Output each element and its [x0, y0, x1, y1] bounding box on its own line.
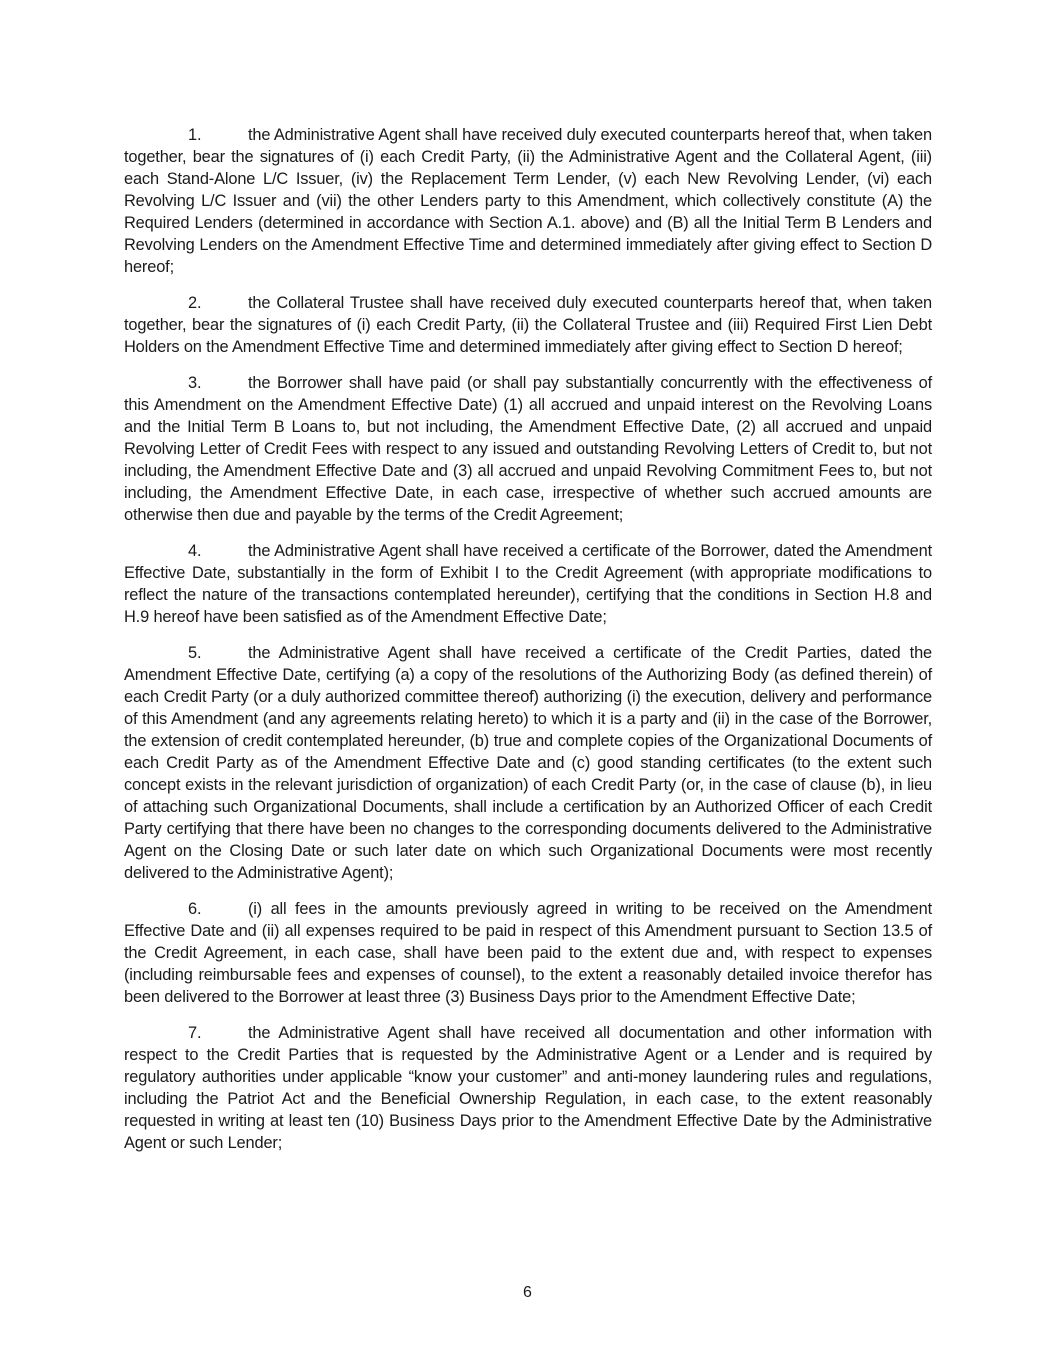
paragraph-text: the Administrative Agent shall have received a certificate of the Borrower, dated the Amendment Effective Date, substantially in the form of Exhibit I to the Credit Agreement (with appropriate modifications to reflect the nature of the transactions contemplated hereunder), certifying that the conditions in Section H.8 and H.9 hereof have been satisfied as of the Amendment Effective Date; [124, 542, 932, 626]
paragraph-text: the Administrative Agent shall have received duly executed counterparts hereof that, when taken together, bear the signatures of (i) each Credit Party, (ii) the Administrative Agent and the Collateral Agent, (iii) each Stand-Alone L/C Issuer, (iv) the Replacement Term Lender, (v) each New Revolving Lender, (vi) each Revolving L/C Issuer and (vii) the other Lenders party to this Amendment, which collectively constitute (A) the Required Lenders (determined in accordance with Section A.1. above) and (B) all the Initial Term B Lenders and Revolving Lenders on the Amendment Effective Time and determined immediately after giving effect to Section D hereof; [124, 126, 932, 276]
paragraph-text: the Administrative Agent shall have received all documentation and other information with respect to the Credit Parties that is requested by the Administrative Agent or a Lender and is required by regulatory authorities under applicable “know your customer” and anti-money laundering rules and regulations, including the Patriot Act and the Beneficial Ownership Regulation, in each case, to the extent reasonably requested in writing at least ten (10) Business Days prior to the Amendment Effective Date by the Administrative Agent or such Lender; [124, 1024, 932, 1152]
paragraph-4 [124, 540, 932, 628]
paragraph-number: 3. [188, 374, 202, 392]
document-body [124, 124, 932, 1168]
paragraph-2 [124, 292, 932, 358]
paragraph-number: 6. [188, 900, 202, 918]
paragraph-number: 4. [188, 542, 202, 560]
paragraph-1 [124, 124, 932, 278]
paragraph-6 [124, 898, 932, 1008]
paragraph-number: 5. [188, 644, 202, 662]
paragraph-number: 1. [188, 126, 202, 144]
paragraph-text: (i) all fees in the amounts previously agreed in writing to be received on the Amendment Effective Date and (ii) all expenses required to be paid in respect of this Amendment pursuant to Section 13.5 of the Credit Agreement, in each case, shall have been paid to the extent due and, with respect to expenses (including reimbursable fees and expenses of counsel), to the extent a reasonably detailed invoice therefor has been delivered to the Borrower at least three (3) Business Days prior to the Amendment Effective Date; [124, 900, 932, 1006]
paragraph-text: the Borrower shall have paid (or shall pay substantially concurrently with the effectiveness of this Amendment on the Amendment Effective Date) (1) all accrued and unpaid interest on the Revolving Loans and the Initial Term B Loans to, but not including, the Amendment Effective Date, (2) all accrued and unpaid Revolving Letter of Credit Fees with respect to any issued and outstanding Revolving Letters of Credit to, but not including, the Amendment Effective Date and (3) all accrued and unpaid Revolving Commitment Fees to, but not including, the Amendment Effective Date, in each case, irrespective of whether such accrued amounts are otherwise then due and payable by the terms of the Credit Agreement; [124, 374, 932, 524]
paragraph-number: 2. [188, 294, 202, 312]
paragraph-3 [124, 372, 932, 526]
paragraph-text: the Administrative Agent shall have received a certificate of the Credit Parties, dated the Amendment Effective Date, certifying (a) a copy of the resolutions of the Authorizing Body (as defined therein) of each Credit Party (or a duly authorized committee thereof) authorizing (i) the execution, delivery and performance of this Amendment (and any agreements relating hereto) to which it is a party and (ii) in the case of the Borrower, the extension of credit contemplated hereunder, (b) true and complete copies of the Organizational Documents of each Credit Party as of the Amendment Effective Date and (c) good standing certificates (to the extent such concept exists in the relevant jurisdiction of organization) of each Credit Party (or, in the case of clause (b), in lieu of attaching such Organizational Documents, shall include a certification by an Authorized Officer of each Credit Party certifying that there have been no changes to the corresponding documents delivered to the Administrative Agent on the Closing Date or such later date on which such Organizational Documents were most recently delivered to the Administrative Agent); [124, 644, 932, 882]
page-number: 6 [523, 1284, 532, 1301]
paragraph-7 [124, 1022, 932, 1154]
paragraph-number: 7. [188, 1024, 202, 1042]
paragraph-5 [124, 642, 932, 884]
paragraph-text: the Collateral Trustee shall have received duly executed counterparts hereof that, when taken together, bear the signatures of (i) each Credit Party, (ii) the Collateral Trustee and (iii) Required First Lien Debt Holders on the Amendment Effective Time and determined immediately after giving effect to Section D hereof; [124, 294, 932, 356]
